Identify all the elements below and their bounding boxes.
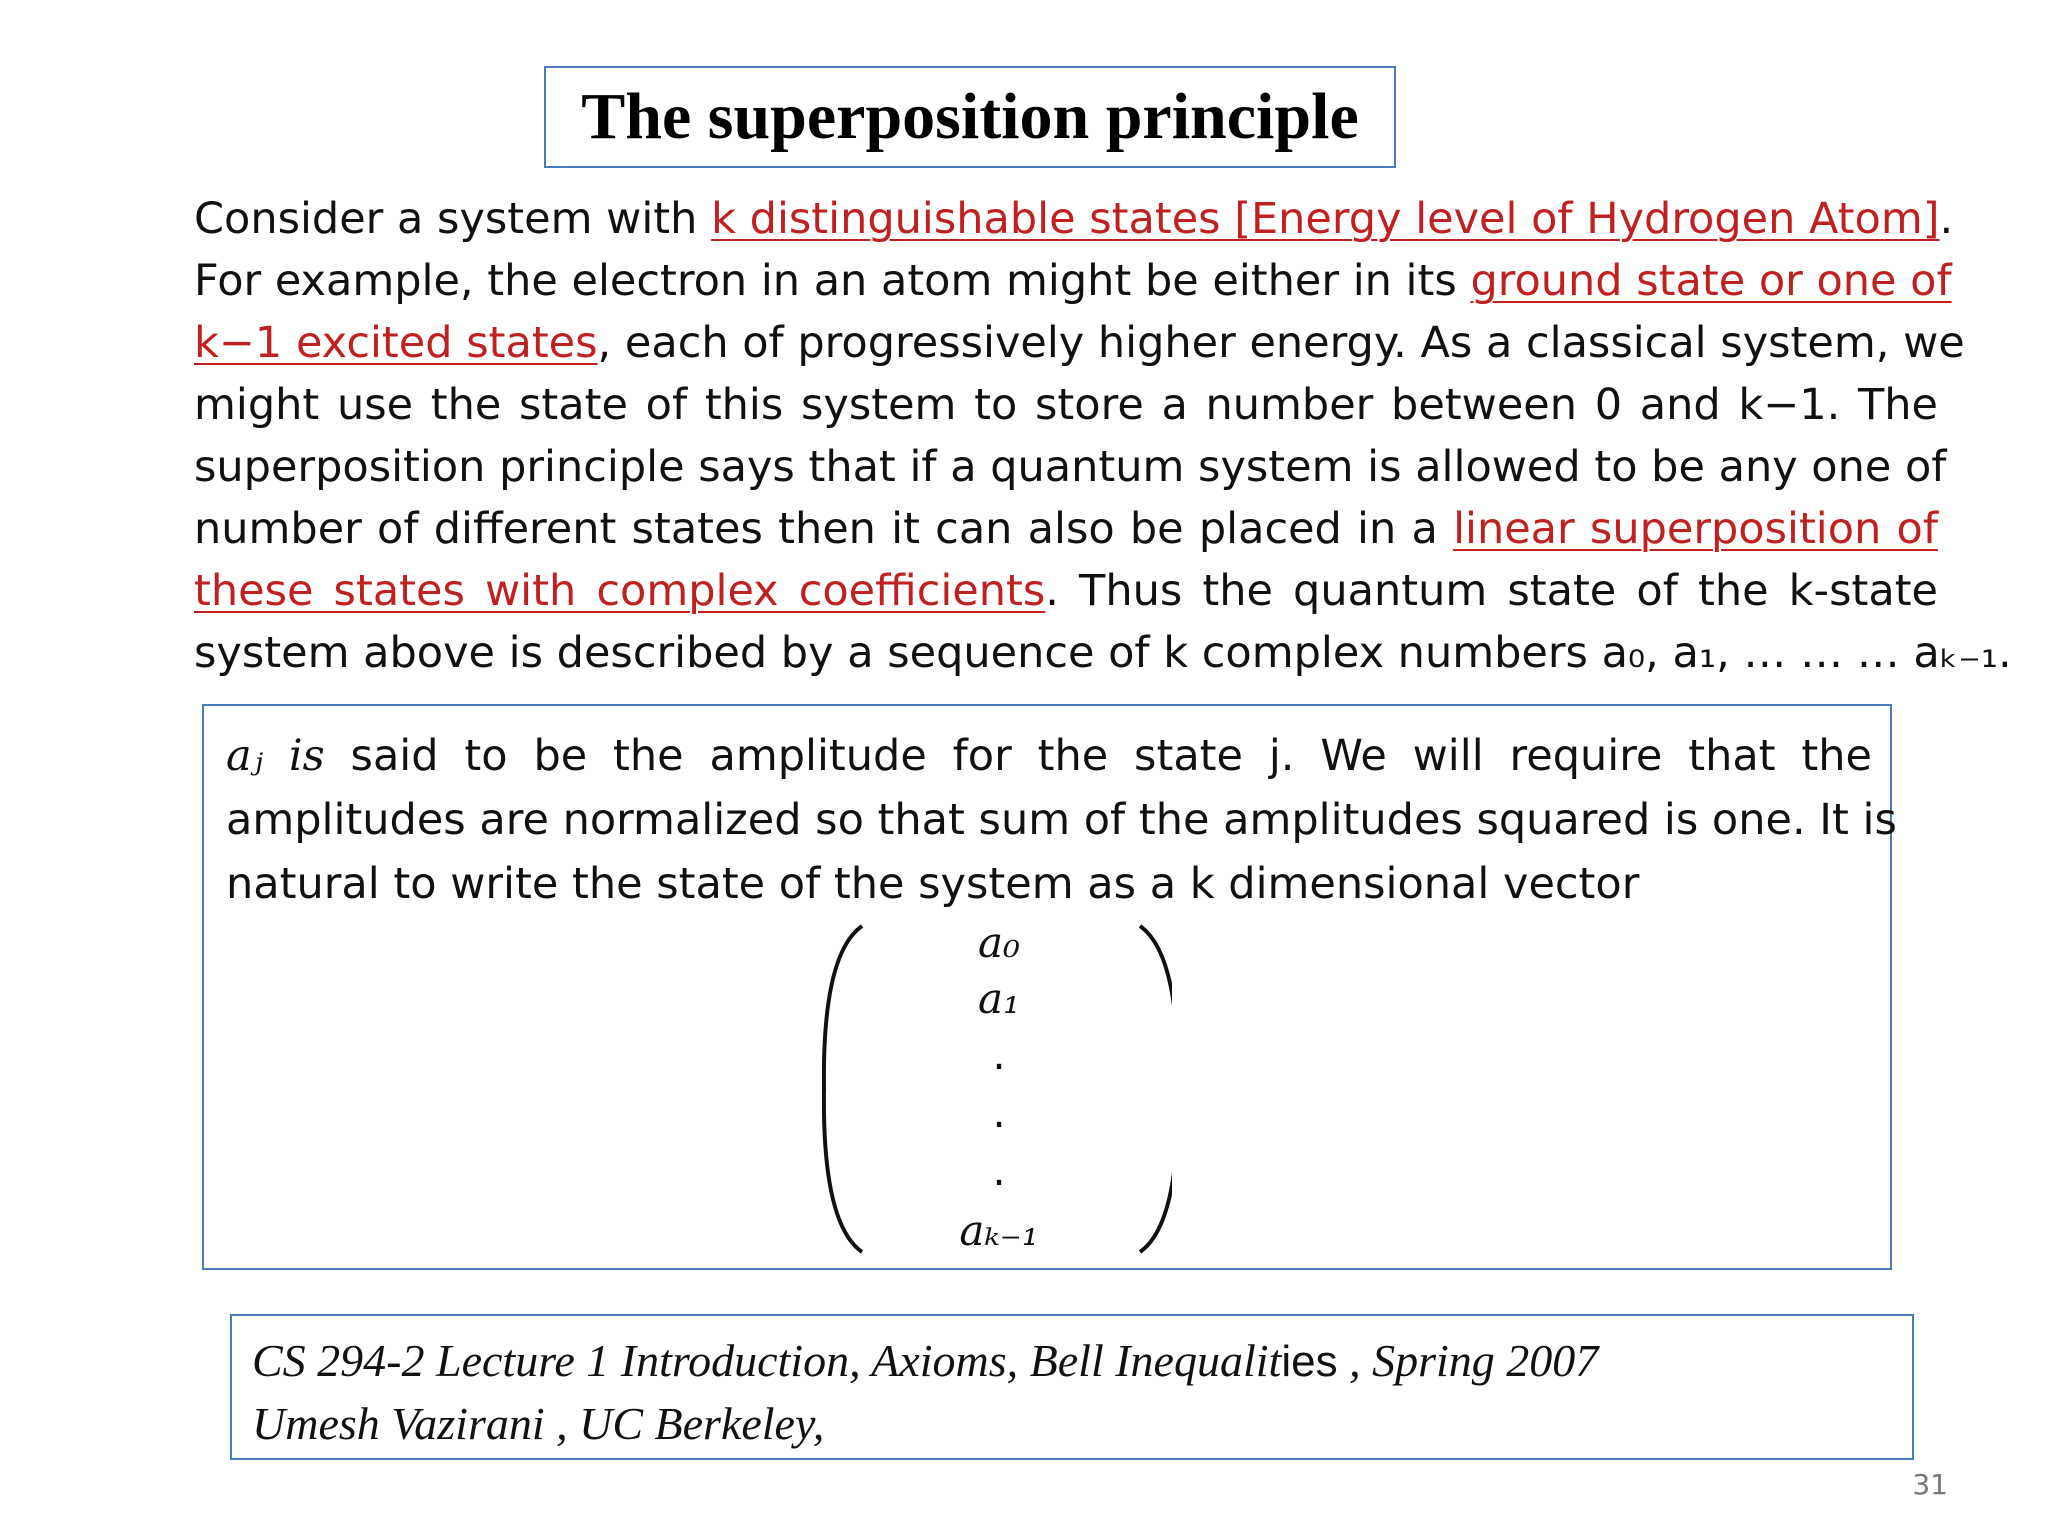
amplitude-symbol: aⱼ is — [226, 731, 325, 781]
amplitude-text — [226, 724, 1897, 916]
state-vector — [844, 914, 1194, 1264]
reference-box — [230, 1314, 1914, 1460]
vector-entry-a1: a₁ — [978, 974, 1020, 1023]
vector-entry-a0: a₀ — [978, 918, 1020, 967]
vector-dot: . — [992, 1088, 1006, 1137]
reference-line-1: CS 294-2 Lecture 1 Introduction, Axioms, Bell Inequalities , Spring 2007 — [252, 1335, 1599, 1386]
amplitude-line-3: natural to write the state of the system as a k dimensional vector — [226, 859, 1640, 909]
highlight-excited-states: k−1 excited states — [194, 318, 598, 368]
amplitude-line-1: aⱼ is said to be the amplitude for the state j. We will require that the — [226, 731, 1873, 781]
title-box — [544, 66, 1396, 168]
highlight-ground-state: ground state or one of — [1470, 256, 1952, 306]
paragraph-line-2: For example, the electron in an atom might be either in its ground state or one of — [194, 256, 1952, 306]
paragraph-line-4: might use the state of this system to store a number between 0 and k−1. The — [194, 380, 1938, 430]
highlight-linear-superposition: linear superposition of — [1453, 504, 1938, 554]
reference-line-2: Umesh Vazirani , UC Berkeley, — [252, 1398, 825, 1449]
vector-dot: . — [992, 1030, 1006, 1079]
page-number: 31 — [1912, 1468, 1948, 1501]
paragraph-line-6: number of different states then it can also be placed in a linear superposition of — [194, 504, 1938, 554]
paragraph-line-7: these states with complex coefficients. Thus the quantum state of the k-state — [194, 566, 1939, 616]
main-paragraph — [194, 188, 2012, 684]
paragraph-line-5: superposition principle says that if a quantum system is allowed to be any one of — [194, 442, 1947, 492]
highlight-k-states: k distinguishable states [Energy level of Hydrogen Atom] — [711, 194, 1940, 244]
paragraph-line-8: system above is described by a sequence of k complex numbers a₀, a₁, … … … aₖ₋₁. — [194, 628, 2012, 678]
vector-dot: . — [992, 1146, 1006, 1195]
vector-entry-ak-1: aₖ₋₁ — [959, 1206, 1039, 1255]
amplitude-box — [202, 704, 1897, 1270]
amplitude-line-2: amplitudes are normalized so that sum of the amplitudes squared is one. It is — [226, 795, 1897, 845]
highlight-complex-coefficients: these states with complex coefficients — [194, 566, 1046, 616]
slide-title: The superposition principle — [581, 80, 1359, 153]
paragraph-line-1: Consider a system with k distinguishable states [Energy level of Hydrogen Atom]. — [194, 194, 1954, 244]
paragraph-line-3: k−1 excited states, each of progressively higher energy. As a classical system, we — [194, 318, 1965, 368]
